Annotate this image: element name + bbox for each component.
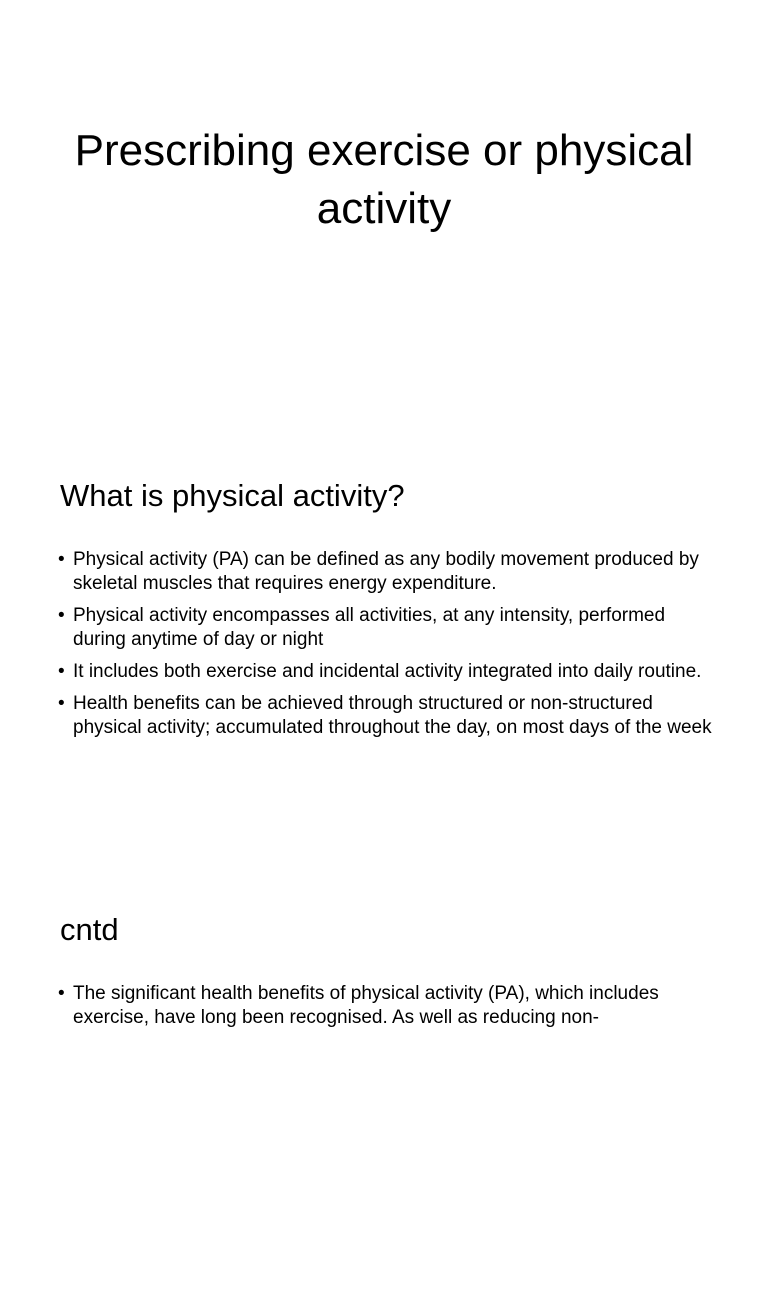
bullet-text: Physical activity encompasses all activities, at any intensity, performed during anytime of day or night [73,605,666,650]
slide-heading: What is physical activity? [60,478,405,513]
bullet-text: The significant health benefits of physical activity (PA), which includes exercise, have long been recognised. As well as reducing non- [73,983,659,1028]
slide-heading: cntd [60,912,119,947]
bullet-dot-icon: • [58,661,65,682]
bullet-list [58,548,718,748]
bullet-dot-icon: • [58,549,65,570]
bullet-item [58,660,718,684]
bullet-item [58,604,718,652]
slide-cntd [0,884,768,1316]
bullet-dot-icon: • [58,605,65,626]
bullet-item [58,692,718,740]
bullet-text: It includes both exercise and incidental activity integrated into daily routine. [73,661,702,682]
bullet-item [58,548,718,596]
bullet-text: Physical activity (PA) can be defined as any bodily movement produced by skeletal muscles that requires energy expenditure. [73,549,699,594]
bullet-dot-icon: • [58,693,65,714]
bullet-item [58,982,718,1030]
slide-what-is-physical-activity [0,442,768,874]
slide-title-text: Prescribing exercise or physical activity [74,126,694,233]
slide-title [0,0,768,432]
bullet-dot-icon: • [58,983,65,1004]
bullet-list [58,982,718,1038]
bullet-text: Health benefits can be achieved through structured or non-structured physical activity; accumulated throughout the day, on most days of the week [73,693,712,738]
